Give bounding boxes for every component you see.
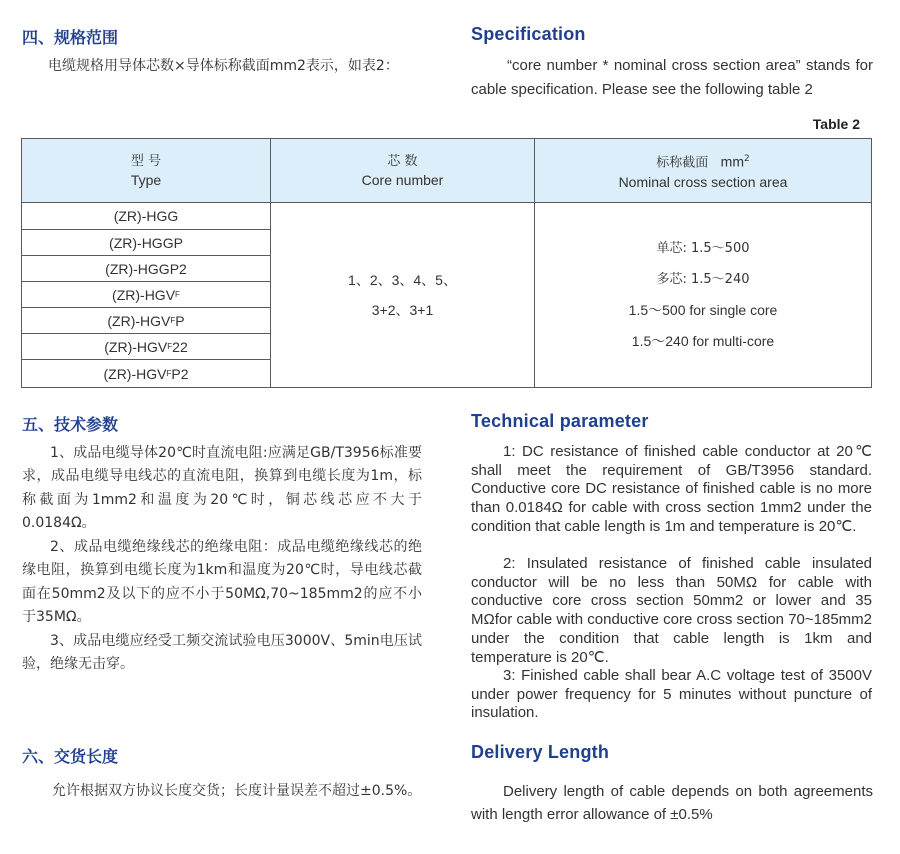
header-core-en: Core number — [361, 171, 444, 188]
header-area-cn: 标称截面 — [656, 155, 709, 171]
type-row: (ZR)-HGV F 22 — [22, 333, 270, 359]
section5-en-p3: 3: Finished cable shall bear A.C voltage test of 3500V under power frequency for 5 minutes without puncture of insulation. — [471, 667, 872, 722]
area-line-single-en: 1.5～500 for single core — [628, 302, 778, 318]
core-number-cell — [271, 203, 534, 387]
section5-cn-p1: 1、成品电缆导体20℃时直流电阻:应满足GB/T3956标准要求，成品电缆导电线芯的直流电阻，换算到电缆长度为1m，标称截面为1mm2和温度为20℃时，铜芯线芯应不大于0.0184Ω。 — [22, 445, 422, 532]
section4-en-text: “core number * nominal cross section area” stands for cable specification. Please see the following table 2 — [471, 57, 873, 98]
header-area-unit: mm — [720, 153, 744, 170]
header-core-cn: 芯 数 — [387, 153, 418, 169]
area-line-single-cn: 单芯: 1.5～500 — [656, 241, 750, 256]
type-row: (ZR)-HGGP — [22, 229, 270, 255]
header-type-en: Type — [130, 171, 162, 188]
section5-en-p2: 2: Insulated resistance of finished cable insulated conductor will be no less than 50MΩ for cable with conductive core cross section 50mm2 or lower and 35 MΩfor cable with conductive core cross section 70~185mm2 under the condition that cable length is 1km and temperature is 20℃. — [471, 555, 872, 666]
section6-cn-title: 六、交货长度 — [22, 747, 119, 766]
section5-cn-p3: 3、成品电缆应经受工频交流试验电压3000V、5min电压试验，绝缘无击穿。 — [22, 633, 422, 673]
header-type-cn: 型 号 — [130, 153, 162, 169]
core-line-1: 1、2、3、4、5、 — [348, 272, 457, 288]
core-line-2: 3+2、3+1 — [371, 302, 434, 318]
spec-table — [21, 138, 872, 388]
type-column — [22, 203, 270, 387]
section5-en-p1: 1: DC resistance of finished cable conductor at 20℃ shall meet the requirement of GB/T3956 standard. Conductive core DC resistance of finished cable is no more than 0.0184Ω for cable with cross section 1mm2 under the condition that cable length is 1m and temperature is 20℃. — [471, 443, 872, 535]
section4-en-title: Specification — [471, 24, 586, 44]
section4-cn-text: 电缆规格用导体芯数×导体标称截面mm2表示，如表2： — [48, 58, 399, 74]
header-area — [535, 139, 871, 202]
area-line-multi-cn: 多芯: 1.5～240 — [656, 272, 750, 287]
area-line-multi-en: 1.5～240 for multi-core — [631, 333, 775, 349]
header-area-sup: 2 — [744, 154, 750, 165]
header-area-en: Nominal cross section area — [618, 173, 788, 190]
section5-en-title: Technical parameter — [471, 411, 649, 431]
header-type — [22, 139, 270, 202]
type-row: (ZR)-HGG — [113, 208, 179, 224]
type-row: (ZR)-HGV F P2 — [22, 359, 270, 387]
type-row: (ZR)-HGV F — [22, 281, 270, 307]
table-label: Table 2 — [812, 116, 860, 132]
section6-en-text: Delivery length of cable depends on both agreements with length error allowance of ±0.5% — [471, 783, 873, 823]
section4-cn-title: 四、规格范围 — [22, 28, 119, 47]
section6-cn-text: 允许根据双方协议长度交货；长度计量误差不超过±0.5%。 — [52, 783, 422, 799]
section5-cn-title: 五、技术参数 — [22, 415, 119, 434]
section5-cn-p2: 2、成品电缆绝缘线芯的绝缘电阻：成品电缆绝缘线芯的绝缘电阻，换算到电缆长度为1km和温度为20℃时，导电线芯截面在50mm2及以下的应不小于50MΩ,70~185mm2的应不小于35MΩ。 — [22, 539, 422, 626]
section6-en-title: Delivery Length — [471, 742, 610, 762]
type-row: (ZR)-HGV F P — [22, 307, 270, 333]
area-cell — [535, 203, 871, 387]
type-row: (ZR)-HGGP2 — [22, 255, 270, 281]
header-core — [271, 139, 534, 202]
